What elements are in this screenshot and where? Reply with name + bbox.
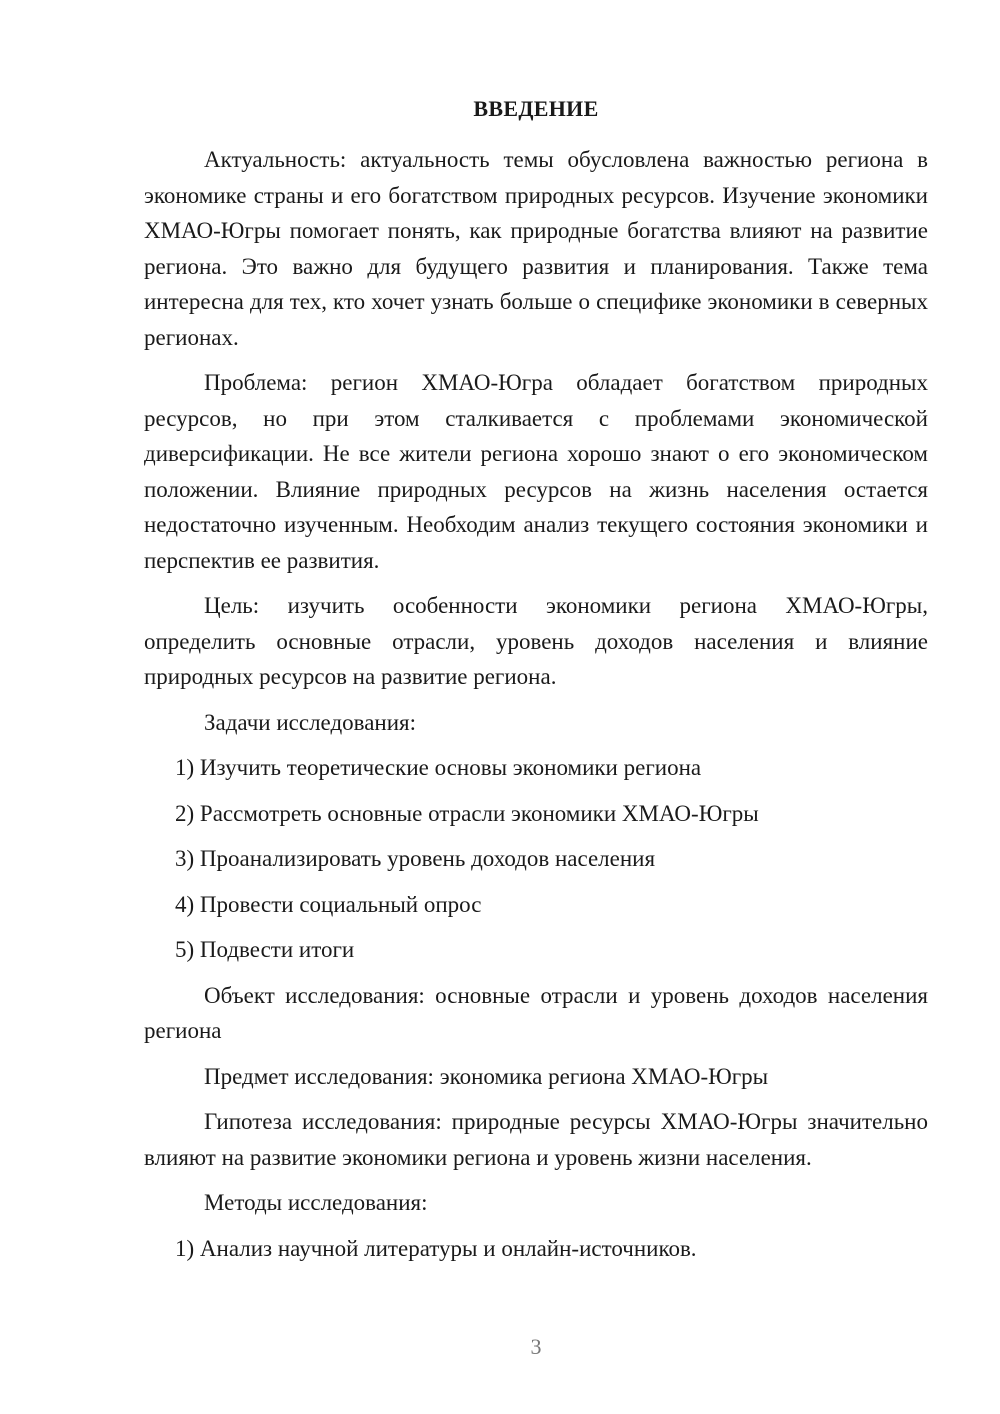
method-item: 1) Анализ научной литературы и онлайн-источников. — [175, 1235, 697, 1261]
page-number: 3 — [530, 1334, 542, 1359]
task-item: 1) Изучить теоретические основы экономики региона — [175, 755, 702, 780]
task-item: 4) Провести социальный опрос — [175, 891, 482, 917]
problem-paragraph: Проблема: регион ХМАО-Югра обладает богатством природных ресурсов, но при этом сталкивается с проблемами экономической диверсификации. Не все жители региона хорошо знают о его экономическом положении. Влияние природных ресурсов на жизнь населения остается недостаточно изученным. Необходим анализ текущего состояния экономики и перспектив ее развития. — [144, 370, 928, 573]
subject-paragraph: Предмет исследования: экономика региона ХМАО-Югры — [204, 1063, 769, 1089]
hypothesis-paragraph: Гипотеза исследования: природные ресурсы ХМАО-Югры значительно влияют на развитие экономики региона и уровень жизни населения. — [144, 1109, 928, 1170]
tasks-heading: Задачи исследования: — [204, 709, 417, 735]
methods-heading: Методы исследования: — [204, 1190, 428, 1215]
task-item: 3) Проанализировать уровень доходов населения — [175, 846, 656, 871]
object-paragraph: Объект исследования: основные отрасли и уровень доходов населения региона — [144, 982, 928, 1043]
task-item: 5) Подвести итоги — [175, 937, 355, 962]
document-body — [144, 142, 928, 1276]
relevance-paragraph: Актуальность: актуальность темы обусловлена важностью региона в экономике страны и его богатством природных ресурсов. Изучение экономики ХМАО-Югры помогает понять, как природные богатства влияют на развитие региона. Это важно для будущего развития и планирования. Также тема интересна для тех, кто хочет узнать больше о специфике экономики в северных регионах. — [144, 147, 928, 350]
task-item: 2) Рассмотреть основные отрасли экономики ХМАО-Югры — [175, 800, 759, 826]
page-title: ВВЕДЕНИЕ — [473, 96, 599, 121]
goal-paragraph: Цель: изучить особенности экономики региона ХМАО-Югры, определить основные отрасли, уровень доходов населения и влияние природных ресурсов на развитие региона. — [144, 593, 928, 689]
